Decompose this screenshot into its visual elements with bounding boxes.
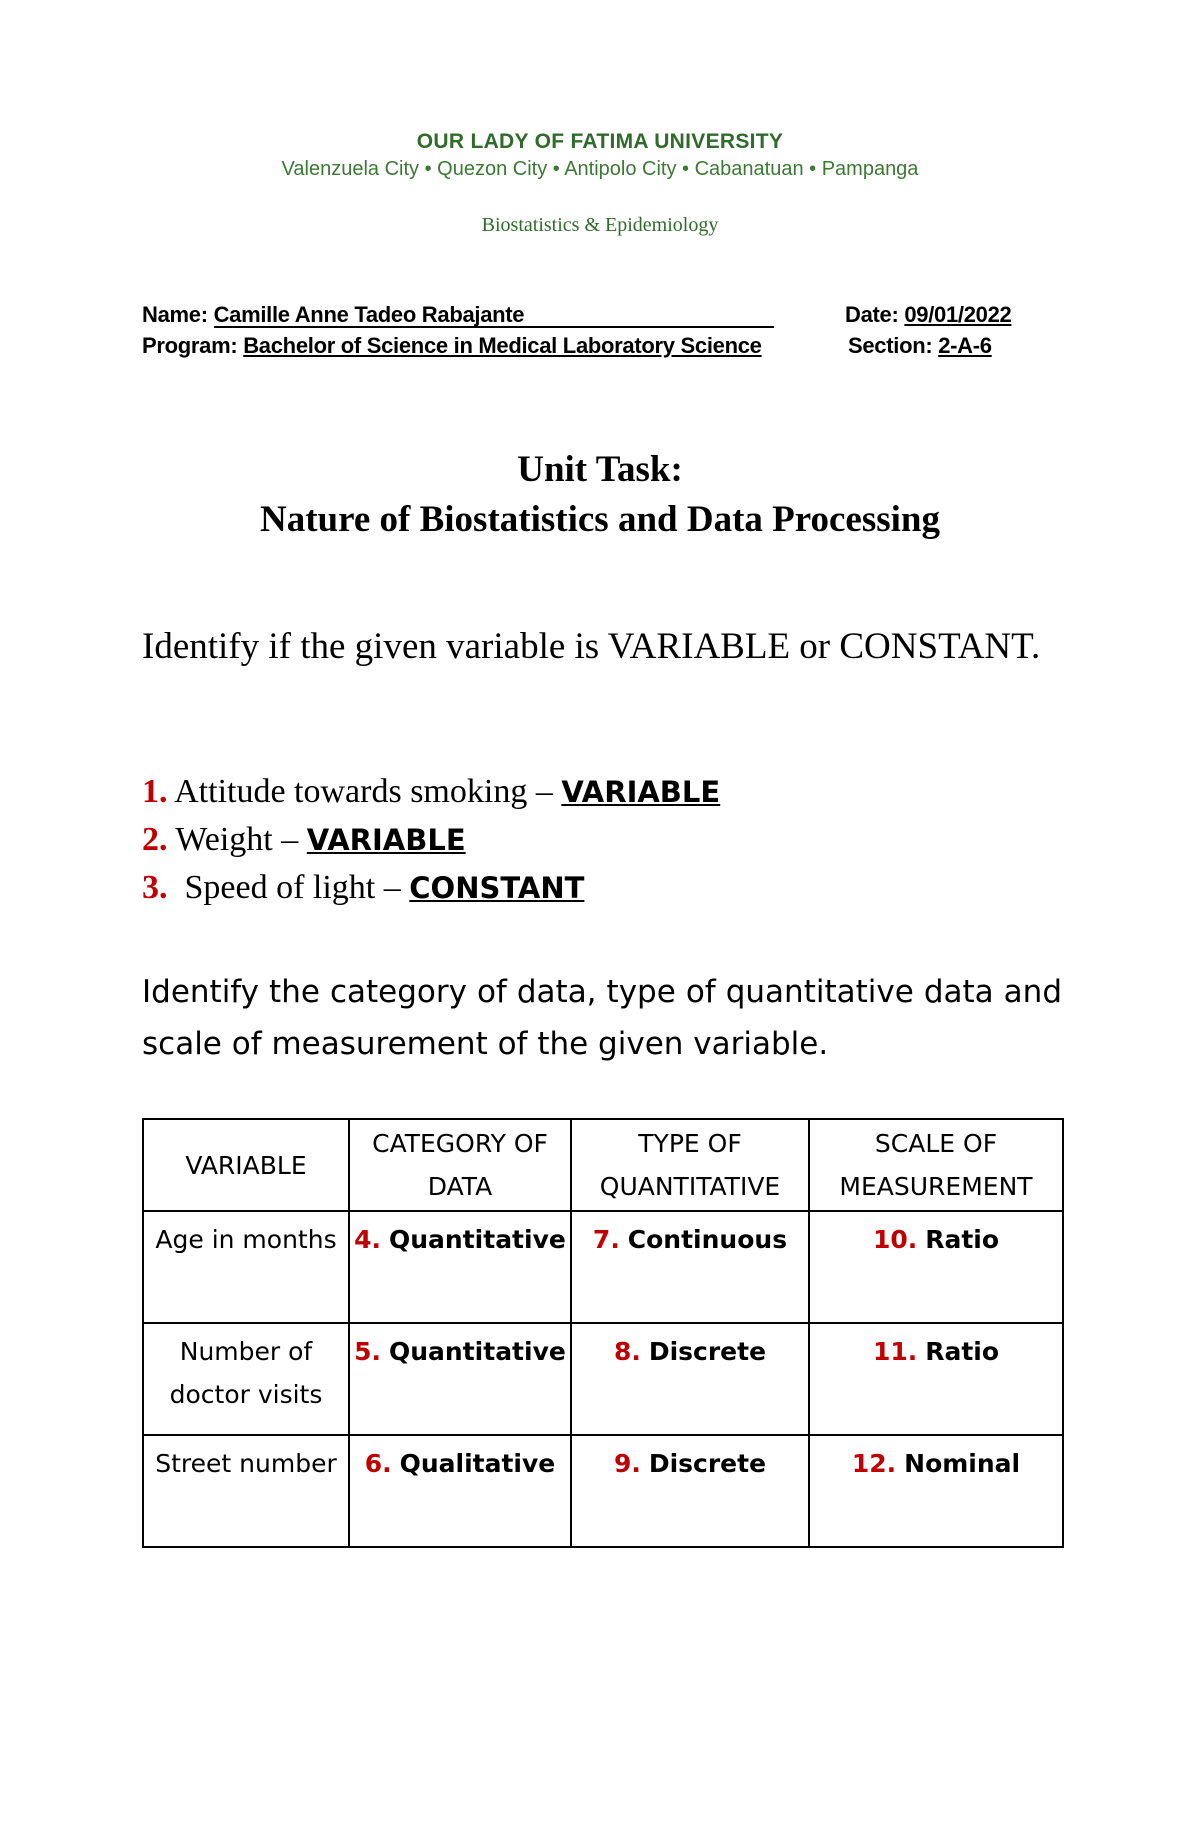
answer-value: Nominal <box>904 1449 1021 1478</box>
part2-instruction: Identify the category of data, type of quantitative data and scale of measurement of the given variable. <box>142 974 1062 1062</box>
header-variable: VARIABLE <box>143 1119 349 1211</box>
variable-cell: Age in months <box>143 1211 349 1323</box>
list-item <box>142 869 584 907</box>
category-cell <box>349 1435 571 1547</box>
answer-number: 8. <box>613 1337 641 1366</box>
item-number: 2. <box>142 821 168 858</box>
table-row <box>143 1323 1063 1435</box>
name-value: Camille Anne Tadeo Rabajante <box>214 304 774 328</box>
task-title-line-1: Unit Task: <box>517 449 683 490</box>
list-item <box>142 821 466 859</box>
item-number: 1. <box>142 773 168 810</box>
date-value: 09/01/2022 <box>904 302 1012 327</box>
scale-cell <box>809 1323 1063 1435</box>
section-value: 2-A-6 <box>938 333 992 358</box>
item-text: Weight – <box>175 821 299 858</box>
section-line <box>848 333 992 359</box>
answer-number: 6. <box>364 1449 392 1478</box>
item-text: Speed of light – <box>176 869 401 906</box>
item-text: Attitude towards smoking – <box>174 773 553 810</box>
answer-number: 7. <box>592 1225 620 1254</box>
list-item <box>142 773 720 811</box>
answer-number: 4. <box>354 1225 382 1254</box>
answer-value: Continuous <box>627 1225 788 1254</box>
answer-value: Ratio <box>925 1337 1000 1366</box>
answer-value: Quantitative <box>389 1337 566 1366</box>
answer-value: Discrete <box>648 1337 767 1366</box>
answer-number: 12. <box>851 1449 897 1478</box>
item-answer: VARIABLE <box>561 775 721 809</box>
section-label: Section: <box>848 333 933 358</box>
answer-value: Ratio <box>925 1225 1000 1254</box>
item-number: 3. <box>142 869 168 906</box>
header-scale: SCALE OF MEASUREMENT <box>809 1119 1063 1211</box>
table-row <box>143 1435 1063 1547</box>
answer-number: 10. <box>872 1225 918 1254</box>
category-cell <box>349 1211 571 1323</box>
header-type: TYPE OF QUANTITATIVE <box>571 1119 809 1211</box>
answer-value: Quantitative <box>389 1225 566 1254</box>
type-cell <box>571 1323 809 1435</box>
scale-cell <box>809 1435 1063 1547</box>
student-name-line <box>142 302 774 328</box>
header-category: CATEGORY OF DATA <box>349 1119 571 1211</box>
task-title-line-2: Nature of Biostatistics and Data Processing <box>259 499 941 540</box>
campus-list: Valenzuela City • Quezon City • Antipolo City • Cabanatuan • Pampanga <box>281 158 919 180</box>
answer-number: 11. <box>872 1337 918 1366</box>
course-title: Biostatistics & Epidemiology <box>481 214 719 236</box>
table-row <box>143 1211 1063 1323</box>
university-name: OUR LADY OF FATIMA UNIVERSITY <box>416 130 784 153</box>
category-cell <box>349 1323 571 1435</box>
type-cell <box>571 1435 809 1547</box>
classification-table <box>142 1118 1064 1548</box>
variable-cell: Number of doctor visits <box>143 1323 349 1435</box>
item-answer: CONSTANT <box>409 871 585 905</box>
item-answer: VARIABLE <box>306 823 466 857</box>
date-line <box>845 302 1011 328</box>
answer-value: Qualitative <box>399 1449 556 1478</box>
answer-number: 5. <box>354 1337 382 1366</box>
date-label: Date: <box>845 302 899 327</box>
part1-instruction: Identify if the given variable is VARIABLE or CONSTANT. <box>142 626 1041 667</box>
program-line <box>142 333 762 359</box>
scale-cell <box>809 1211 1063 1323</box>
answer-number: 9. <box>613 1449 641 1478</box>
name-label: Name: <box>142 302 208 327</box>
answer-value: Discrete <box>648 1449 767 1478</box>
program-value: Bachelor of Science in Medical Laboratory Science <box>243 333 762 358</box>
variable-cell: Street number <box>143 1435 349 1547</box>
program-label: Program: <box>142 333 238 358</box>
type-cell <box>571 1211 809 1323</box>
table-header-row <box>143 1119 1063 1211</box>
